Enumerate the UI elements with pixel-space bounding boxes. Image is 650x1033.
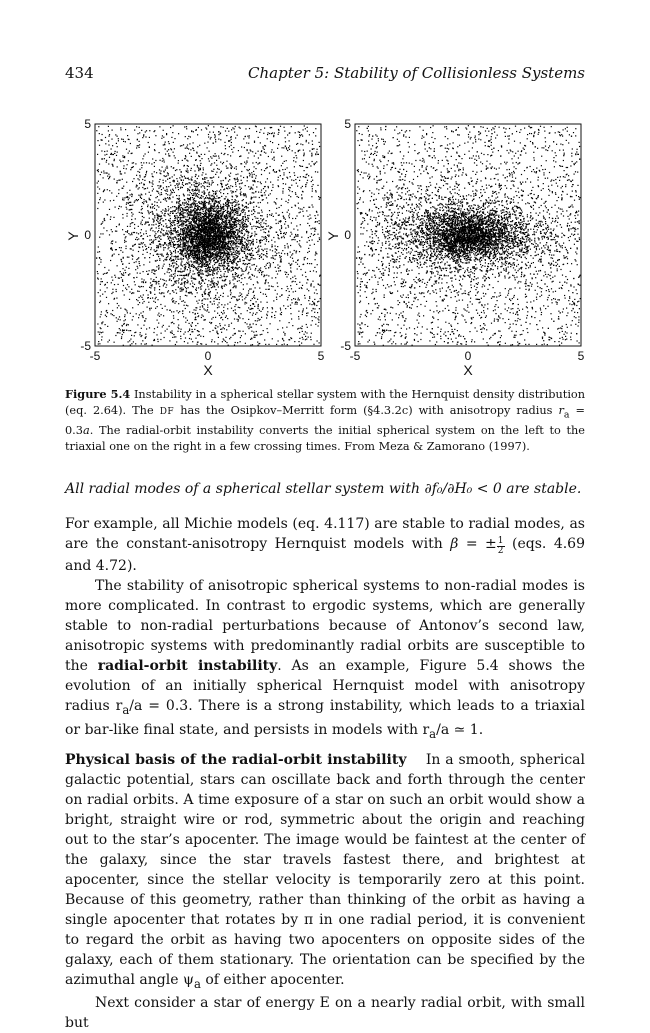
p2-text-2: . As an example, Figure 5.4 shows the evolution of an initially spherical Hernquist model with anisotropy radius r — [65, 658, 585, 714]
x-tick-left: -5 — [349, 349, 361, 363]
p2-sub-a: a — [122, 702, 130, 717]
p3-text-end: of either apocenter. — [200, 971, 345, 988]
scatter-panel-right — [325, 117, 585, 378]
p3-sub-a: a — [193, 976, 201, 991]
paragraph-1 — [65, 514, 585, 576]
y-tick-bottom: -5 — [80, 339, 91, 353]
caption-df: DF — [159, 407, 175, 417]
frac-den: 2 — [497, 546, 504, 556]
caption-text-2: has the Osipkov–Merritt form (§4.3.2c) with anisotropy radius — [174, 404, 559, 417]
page-number: 434 — [65, 64, 94, 82]
x-tick-right: 5 — [317, 349, 325, 363]
figure-5-4 — [55, 112, 595, 380]
paragraph-2 — [65, 576, 585, 744]
page-header — [65, 64, 585, 86]
paragraph-4: Next consider a star of energy E on a nearly radial orbit, with small but — [65, 995, 585, 1032]
y-tick-top: 5 — [84, 117, 91, 131]
p2-text-1: The stability of anisotropic spherical systems to non-radial modes is more complicated. In contrast to ergodic systems, which are generally stable to non-radial perturbations because of Antonov’s second law, anisotropic systems with predominantly radial orbits are susceptible to the — [65, 578, 585, 674]
y-tick-top: 5 — [344, 117, 351, 131]
y-tick-mid: 0 — [344, 228, 351, 242]
caption-text-1: Instability in a spherical stellar system with the Hernquist density distribution (eq. 2.64). The — [65, 388, 586, 417]
caption-a: a — [82, 424, 90, 438]
x-axis-label: X — [203, 362, 213, 378]
running-title: Chapter 5: Stability of Collisionless Systems — [248, 64, 585, 82]
y-axis-label: Y — [65, 231, 81, 241]
caption-label: Figure 5.4 — [65, 387, 131, 401]
p2-text-3: /a = 0.3. There is a strong instability, which leads to a triaxial or bar-like final state, and persists in models with r — [65, 698, 586, 738]
p2-bold-term: radial-orbit instability — [97, 658, 278, 674]
paragraph-3 — [65, 750, 585, 994]
x-tick-left: -5 — [89, 349, 101, 363]
figure-caption — [65, 386, 585, 455]
caption-text-4: . The radial-orbit instability converts the initial spherical system on the left to the triaxial one on the right in a few crossing times. From Meza & Zamorano (1997). — [65, 424, 585, 454]
caption-sub-a: a — [563, 409, 570, 421]
fraction-half — [497, 537, 505, 556]
p3-heading: Physical basis of the radial-orbit instability — [65, 751, 407, 768]
p2-text-4: /a ≃ 1. — [436, 721, 484, 738]
y-tick-bottom: -5 — [340, 339, 351, 353]
p3-text: In a smooth, spherical galactic potential, stars can oscillate back and forth through the center on radial orbits. A time exposure of a star on such an orbit would show a bright, straight wire or rod, symmetric about the origin and reaching out to the star’s apocenter. The image would be faintest at the center of the galaxy, since the star travels fastest there, and brightest at apocenter, since the stellar velocity is temporarily zero at this point. Because of this geometry, rather than thinking of the orbit as having a single apocenter that rotates by π in one radial period, it is convenient to regard the orbit as having two apocenters on opposite sides of the galaxy, each of them stationary. The orientation can be specified by the azimuthal angle ψ — [65, 751, 585, 988]
frac-num: 1 — [497, 536, 504, 546]
x-tick-mid: 0 — [204, 349, 212, 363]
body-text — [65, 514, 585, 1033]
x-axis-label: X — [463, 362, 473, 378]
caption-text-3: = 0.3 — [65, 404, 586, 438]
p1-text-3: (eqs. 4.69 and 4.72). — [65, 536, 586, 574]
theorem-statement: All radial modes of a spherical stellar system with ∂f₀/∂H₀ < 0 are stable. — [65, 481, 582, 497]
y-tick-mid: 0 — [84, 228, 91, 242]
p1-text-1: For example, all Michie models (eq. 4.117) are stable to radial modes, as are the constant-anisotropy Hernquist models with — [65, 516, 585, 552]
caption-r: r — [558, 404, 564, 417]
p1-beta: β = ± — [450, 536, 497, 552]
x-tick-mid: 0 — [464, 349, 472, 363]
scatter-panel-left — [65, 117, 325, 378]
p2-sub-a-2: a — [429, 726, 437, 741]
y-axis-label: Y — [325, 231, 341, 241]
x-tick-right: 5 — [577, 349, 585, 363]
